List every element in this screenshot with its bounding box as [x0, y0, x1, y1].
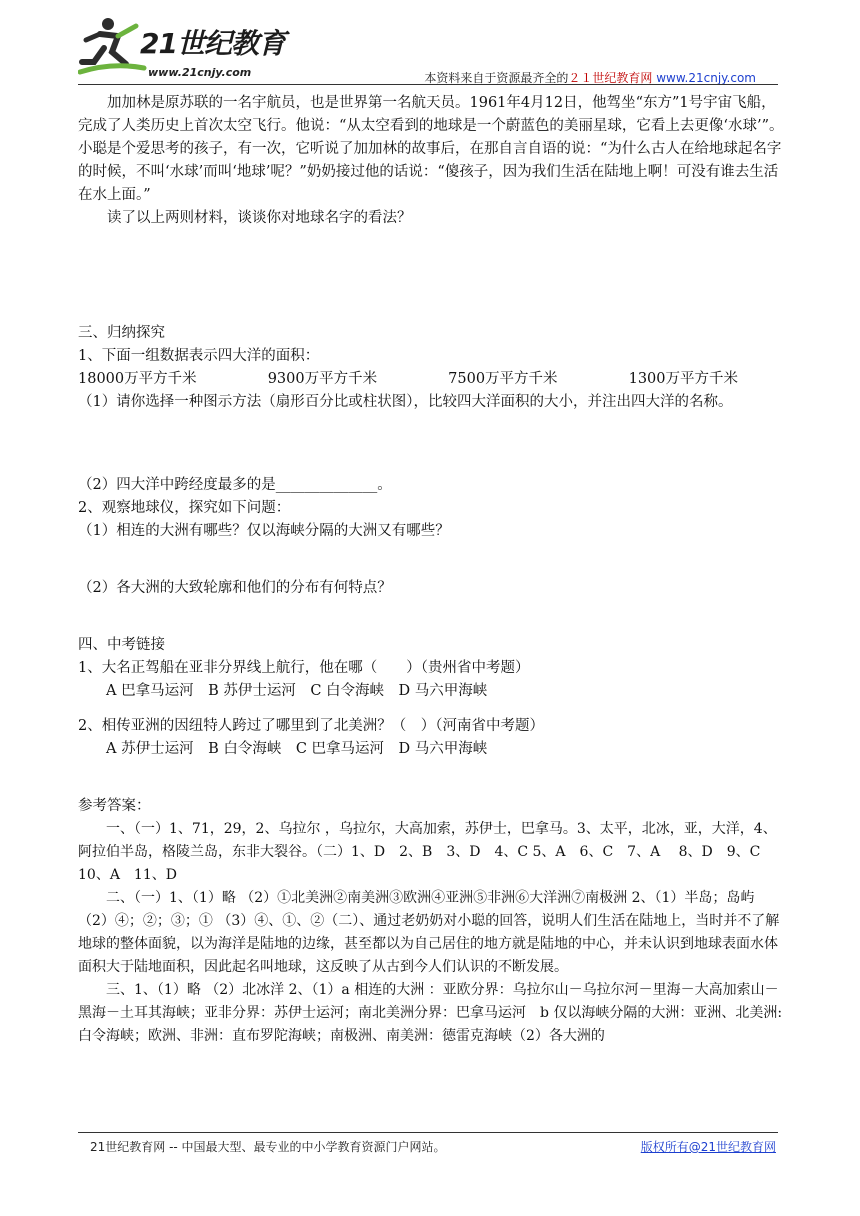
- ocean-area-value: 9300万平方千米: [267, 371, 378, 387]
- exam-question-2: 2、相传亚洲的因纽特人跨过了哪里到了北美洲？（ ）（河南省中考题）: [78, 718, 544, 734]
- header-divider: [78, 84, 778, 85]
- header-note-url[interactable]: www.21cnjy.com: [656, 71, 756, 85]
- logo-wordmark: 21世纪教育: [140, 27, 285, 60]
- page-footer: [90, 1138, 776, 1155]
- question-2-part-2: （2）各大洲的大致轮廓和他们的分布有何特点？: [78, 580, 392, 596]
- ocean-area-value: 7500万平方千米: [448, 371, 558, 387]
- section-4-title: 四、中考链接: [78, 637, 165, 653]
- question-2-part-1: （1）相连的大洲有哪些？仅以海峡分隔的大洲又有哪些？: [78, 523, 450, 539]
- header-note-prefix: 本资料来自于资源最齐全的: [424, 71, 569, 85]
- answer-space: [78, 230, 786, 322]
- footer-site-description: 21世纪教育网 -- 中国最大型、最专业的中小学教育资源门户网站。: [90, 1140, 446, 1154]
- ocean-area-value: 18000万平方千米: [78, 371, 197, 387]
- exam-question-1: 1、大名正驾船在亚非分界线上航行，他在哪（ ）（贵州省中考题）: [78, 660, 530, 676]
- ocean-areas-row: [78, 368, 738, 391]
- footer-divider: [78, 1132, 778, 1133]
- runner-logo-icon: [78, 14, 148, 78]
- page-header: [78, 14, 778, 84]
- ocean-area-value: 1300万平方千米: [628, 371, 738, 387]
- question-1-part-1: （1）请你选择一种图示方法（扇形百分比或柱状图），比较四大洋面积的大小，并注出四大洋的名称。: [78, 394, 733, 410]
- answer-space: [78, 414, 786, 474]
- footer-copyright-link[interactable]: 版权所有@21世纪教育网: [640, 1140, 776, 1154]
- spacer: [78, 761, 786, 795]
- site-logo[interactable]: [78, 14, 288, 82]
- header-note-site[interactable]: ２１世纪教育网: [568, 71, 653, 85]
- section-3-title: 三、归纳探究: [78, 325, 165, 341]
- main-content: [78, 92, 786, 1048]
- answer-part-1: 一、（一）1、71，29，2、乌拉尔 ，乌拉尔，大高加索，苏伊士，巴拿马。3、太平，北冰，亚，大洋，4、阿拉伯半岛，格陵兰岛，东非大裂谷。（二）1、D 2、B 3、D 4、C 5、A 6、C 7、A 8、D 9、C 10、A 11、D: [78, 821, 777, 883]
- logo-url: www.21cnjy.com: [148, 66, 252, 79]
- story-paragraph: 加加林是原苏联的一名宇航员，也是世界第一名航天员。1961年4月12日，他驾坐“东方”1号宇宙飞船，完成了人类历史上首次太空飞行。他说：“从太空看到的地球是一个蔚蓝色的美丽星球，它看上去更像‘水球’”。小聪是个爱思考的孩子，有一次，它听说了加加林的故事后，在那自言自语的说：“为什么古人在给地球起名字的时候，不叫‘水球’而叫‘地球’呢？”奶奶接过他的话说：“傻孩子，因为我们生活在陆地上啊！可没有谁去生活在水上面。”: [78, 95, 784, 203]
- answer-part-2: 二、（一）1、（1）略 （2）①北美洲②南美洲③欧洲④亚洲⑤非洲⑥大洋洲⑦南极洲 2、（1）半岛；岛屿 （2）④；②；③；① （3）④、①、②（二）、通过老奶奶对小聪的回答，说明人们生活在陆地上，当时并不了解地球的整体面貌，以为海洋是陆地的边缘，甚至都以为自己居住的地方就是陆地的中心，并未认识到地球表面水体面积大于陆地面积，因此起名叫地球，这反映了从古到今人们认识的不断发展。: [78, 890, 780, 975]
- question-prompt: 读了以上两则材料，谈谈你对地球名字的看法？: [107, 210, 412, 226]
- exam-question-1-options: A 巴拿马运河 B 苏伊士运河 C 白令海峡 D 马六甲海峡: [106, 683, 488, 699]
- spacer: [78, 703, 786, 715]
- answers-title: 参考答案：: [78, 798, 151, 814]
- answer-space: [78, 600, 786, 634]
- question-2: 2、观察地球仪，探究如下问题：: [78, 500, 291, 516]
- answer-part-3: 三、1、（1）略 （2）北冰洋 2、（1）a 相连的大洲 ：亚欧分界：乌拉尔山－乌拉尔河－里海－大高加索山－黑海－土耳其海峡；亚非分界：苏伊士运河；南北美洲分界：巴拿马运河 b 仅以海峡分隔的大洲：亚洲、北美洲:白令海峡；欧洲、非洲：直布罗陀海峡；南极洲、南美洲：德雷克海峡（2）各大洲的: [78, 982, 783, 1044]
- exam-question-2-options: A 苏伊士运河 B 白令海峡 C 巴拿马运河 D 马六甲海峡: [106, 741, 488, 757]
- question-1-part-2: （2）四大洋中跨经度最多的是______________。: [78, 477, 392, 493]
- answer-space: [78, 543, 786, 577]
- question-1: 1、下面一组数据表示四大洋的面积：: [78, 348, 320, 364]
